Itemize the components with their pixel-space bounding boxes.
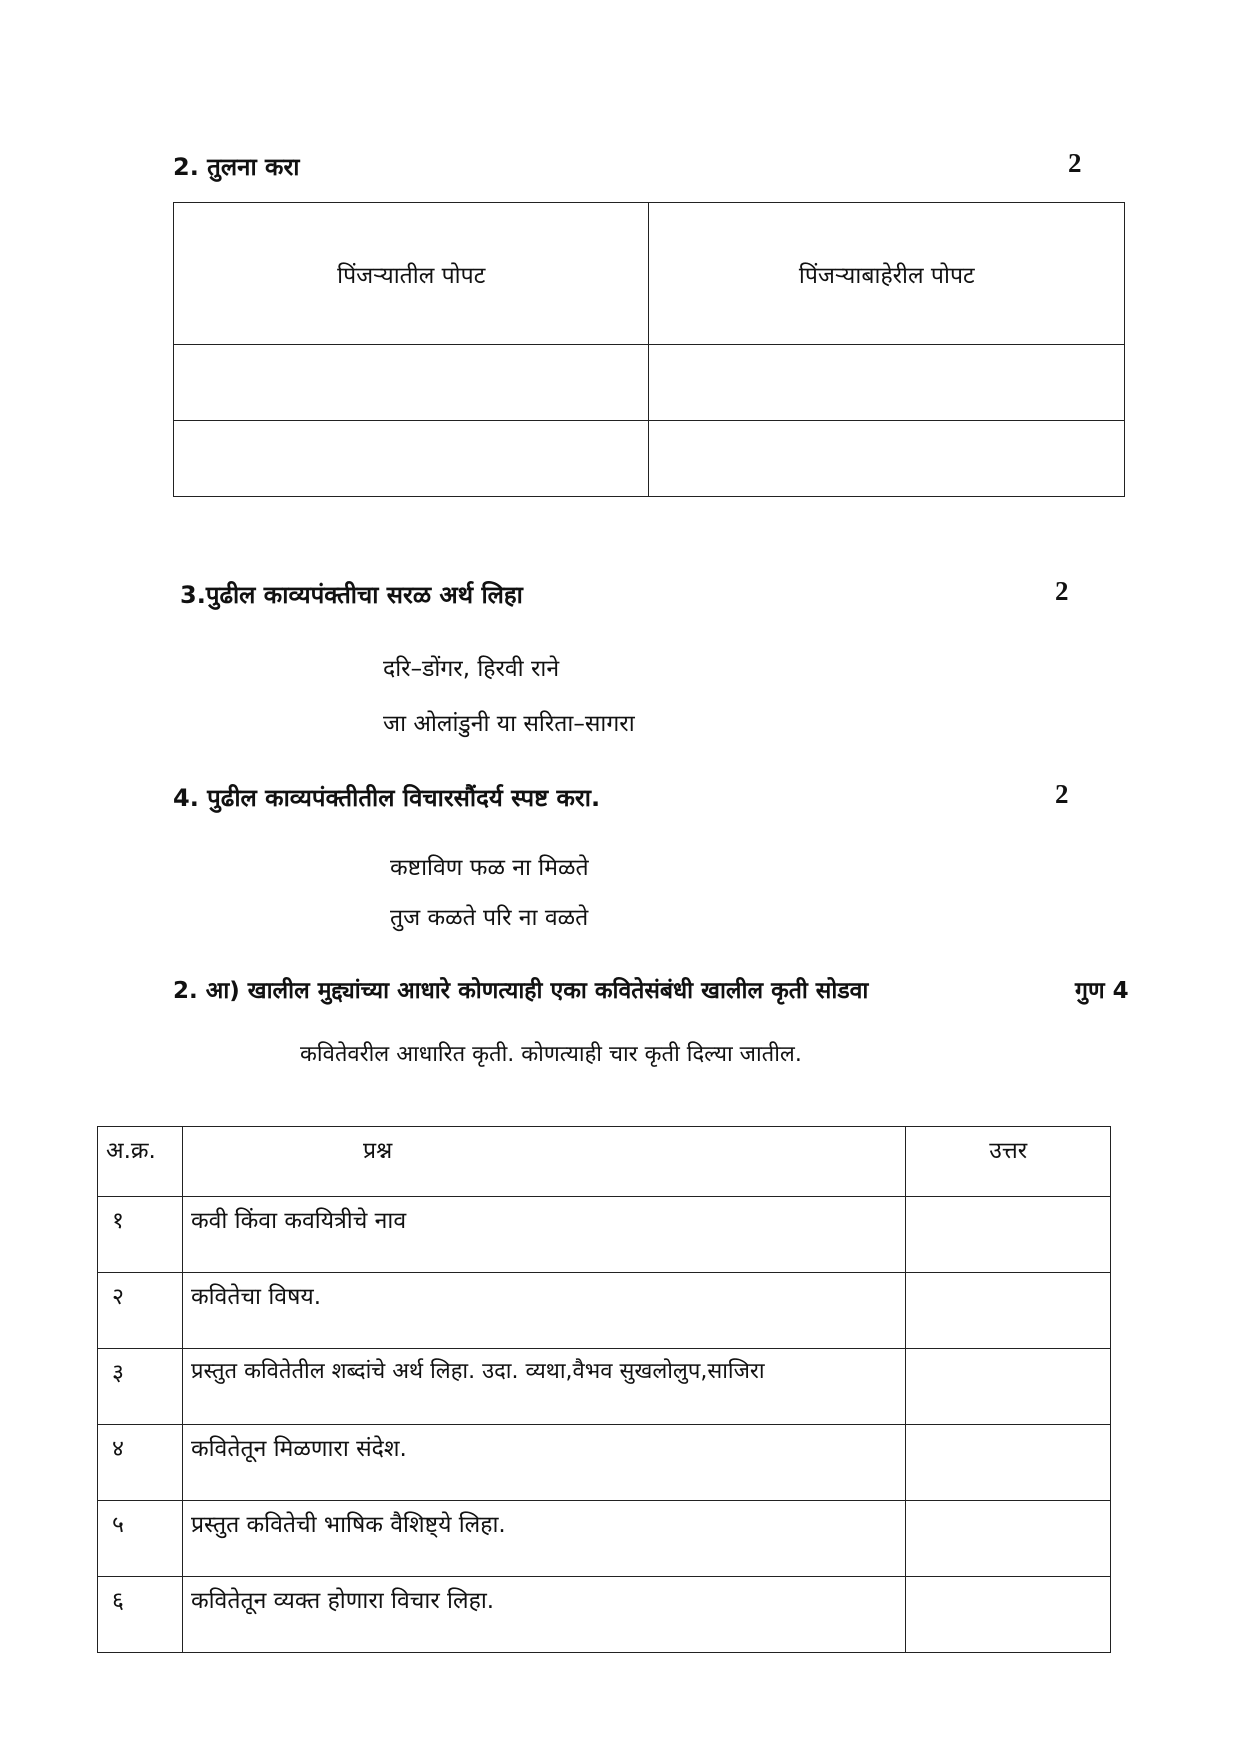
row-serial: ३	[98, 1349, 183, 1425]
q4-line-2: तुज कळते परि ना वळते	[390, 905, 589, 931]
table-row	[98, 1425, 1111, 1501]
q2a-marks: गुण 4	[1075, 978, 1129, 1004]
row-question: प्रस्तुत कवितेची भाषिक वैशिष्ट्ये लिहा.	[182, 1501, 906, 1577]
row-serial: ६	[98, 1577, 183, 1653]
row-answer	[906, 1273, 1111, 1349]
table-row	[98, 1577, 1111, 1653]
row-question: कवितेतून मिळणारा संदेश.	[182, 1425, 906, 1501]
compare-cell	[649, 421, 1125, 497]
q3-line-2: जा ओलांडुनी या सरिता–सागरा	[383, 711, 635, 737]
table-row	[98, 1349, 1111, 1425]
row-question: प्रस्तुत कवितेतील शब्दांचे अर्थ लिहा. उदा. व्यथा,वैभव सुखलोलुप,साजिरा	[182, 1349, 906, 1425]
criteria-header-row	[98, 1127, 1111, 1197]
q2-title: 2. तुलना करा	[173, 153, 300, 181]
row-serial: २	[98, 1273, 183, 1349]
row-serial: ४	[98, 1425, 183, 1501]
row-question: कवितेचा विषय.	[182, 1273, 906, 1349]
q3-marks: 2	[1055, 576, 1069, 606]
compare-header-right: पिंजऱ्याबाहेरील पोपट	[649, 203, 1125, 345]
q2-marks: 2	[1068, 148, 1082, 178]
q3-title: 3.पुढील काव्यपंक्तीचा सरळ अर्थ लिहा	[180, 581, 523, 609]
q4-title: 4. पुढील काव्यपंक्तीतील विचारसौंदर्य स्पष्ट करा.	[173, 784, 601, 812]
compare-header-left: पिंजऱ्यातील पोपट	[174, 203, 649, 345]
compare-header-row	[174, 203, 1125, 345]
row-serial: १	[98, 1197, 183, 1273]
header-answer: उत्तर	[906, 1127, 1111, 1197]
table-row	[174, 421, 1125, 497]
row-answer	[906, 1577, 1111, 1653]
q3-line-1: दरि–डोंगर, हिरवी राने	[383, 656, 560, 682]
table-row	[174, 345, 1125, 421]
header-serial: अ.क्र.	[98, 1127, 183, 1197]
compare-cell	[174, 345, 649, 421]
table-row	[98, 1273, 1111, 1349]
row-answer	[906, 1349, 1111, 1425]
q2a-note: कवितेवरील आधारित कृती. कोणत्याही चार कृती दिल्या जातील.	[300, 1042, 802, 1067]
row-answer	[906, 1197, 1111, 1273]
header-question: प्रश्न	[182, 1127, 906, 1197]
table-row	[98, 1197, 1111, 1273]
table-row	[98, 1501, 1111, 1577]
compare-cell	[174, 421, 649, 497]
compare-table	[173, 202, 1125, 497]
q4-line-1: कष्टाविण फळ ना मिळते	[390, 855, 589, 881]
q4-marks: 2	[1055, 779, 1069, 809]
row-question: कवी किंवा कवयित्रीचे नाव	[182, 1197, 906, 1273]
q2a-title: 2. आ) खालील मुद्द्यांच्या आधारे कोणत्याही एका कवितेसंबंधी खालील कृती सोडवा	[173, 978, 869, 1004]
row-answer	[906, 1425, 1111, 1501]
row-serial: ५	[98, 1501, 183, 1577]
criteria-table	[97, 1126, 1111, 1653]
row-question: कवितेतून व्यक्त होणारा विचार लिहा.	[182, 1577, 906, 1653]
compare-cell	[649, 345, 1125, 421]
row-answer	[906, 1501, 1111, 1577]
